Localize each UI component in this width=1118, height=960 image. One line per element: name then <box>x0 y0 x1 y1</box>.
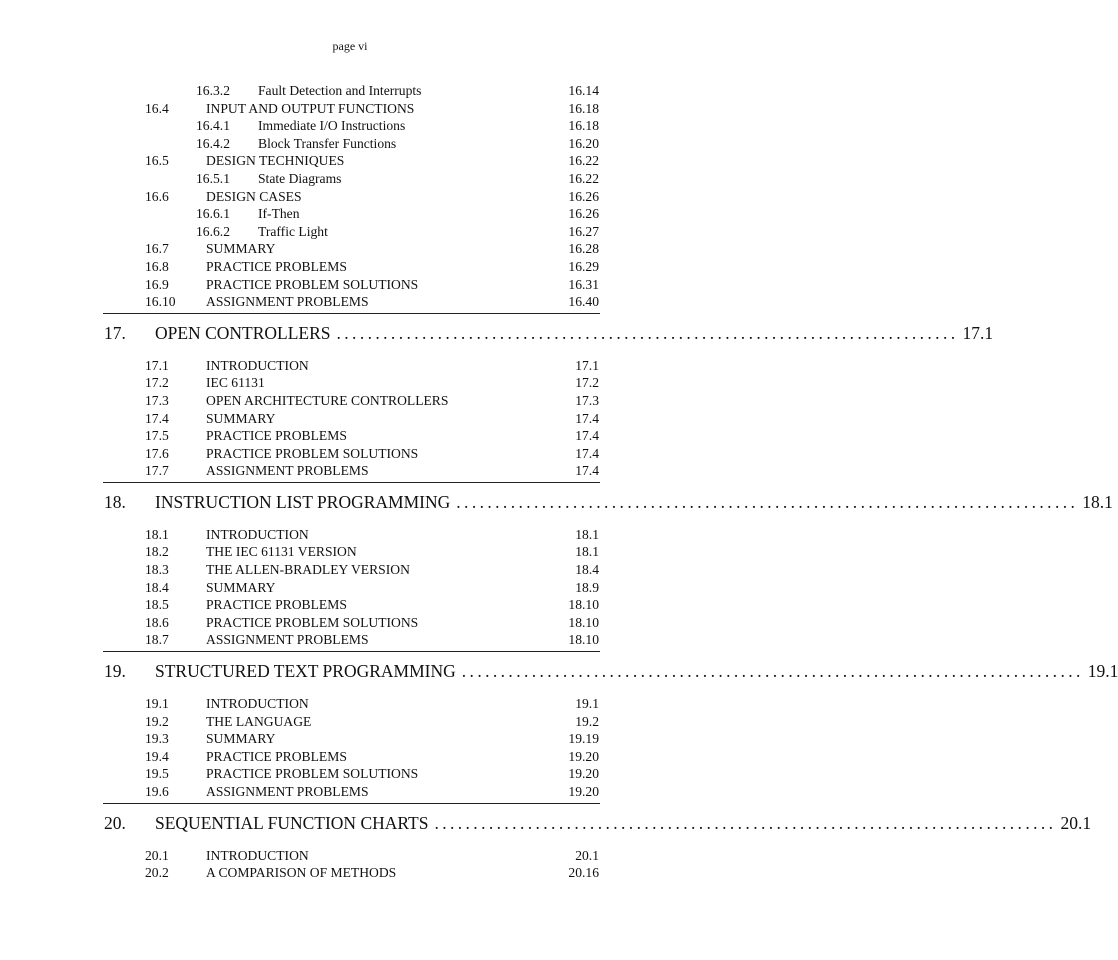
toc-entry-title: PRACTICE PROBLEMS <box>206 748 347 764</box>
toc-section-entry[interactable] <box>0 631 700 649</box>
toc-entry-title: DESIGN CASES <box>206 188 302 204</box>
toc-entry-number: 16.4 <box>145 100 169 116</box>
toc-entry-page: 16.18 <box>568 100 599 116</box>
toc-entry-page: 18.1 <box>575 526 599 542</box>
toc-section-entry[interactable] <box>0 240 700 258</box>
chapter-page: 17.1 <box>962 322 994 343</box>
chapter-title-line <box>155 651 1118 691</box>
toc-entry-title: A COMPARISON OF METHODS <box>206 865 397 881</box>
toc-entry-number: 18.7 <box>145 632 169 648</box>
chapter-title-line <box>155 313 994 353</box>
toc-section-entry[interactable] <box>0 614 700 632</box>
toc-entry-number: 19.5 <box>145 766 169 782</box>
toc-entry-number: 16.10 <box>145 294 176 310</box>
toc-entry-title: PRACTICE PROBLEMS <box>206 428 347 444</box>
toc-entry-title: PRACTICE PROBLEMS <box>206 258 347 274</box>
toc-subsection-entry[interactable] <box>0 223 700 241</box>
toc-section-entry[interactable] <box>0 713 700 731</box>
toc-entry-title: ASSIGNMENT PROBLEMS <box>206 294 369 310</box>
toc-section-entry[interactable] <box>0 730 700 748</box>
chapter-number: 20. <box>104 812 126 833</box>
toc-entry-number: 18.2 <box>145 544 169 560</box>
toc-section-entry[interactable] <box>0 293 700 311</box>
toc-section-entry[interactable] <box>0 392 700 410</box>
chapter-title: OPEN CONTROLLERS <box>155 322 331 343</box>
toc-section-entry[interactable] <box>0 276 700 294</box>
toc-entry-number: 19.4 <box>145 748 169 764</box>
toc-section-entry[interactable] <box>0 445 700 463</box>
toc-entry-page: 19.19 <box>568 731 599 747</box>
toc-entry-page: 16.22 <box>568 170 599 186</box>
toc-entry-number: 19.1 <box>145 696 169 712</box>
dot-leader: ................................................................................ <box>434 812 1057 833</box>
toc-entry-page: 18.4 <box>575 562 599 578</box>
toc-entry-number: 16.4.2 <box>196 135 230 151</box>
toc-entry-title: PRACTICE PROBLEMS <box>206 597 347 613</box>
toc-subsection-entry[interactable] <box>0 170 700 188</box>
toc-section-entry[interactable] <box>0 258 700 276</box>
toc-section-entry[interactable] <box>0 748 700 766</box>
chapter-page: 20.1 <box>1060 812 1092 833</box>
toc-entry-page: 18.10 <box>568 597 599 613</box>
toc-section-entry[interactable] <box>0 596 700 614</box>
toc-entry-number: 17.5 <box>145 428 169 444</box>
dot-leader: ................................................................................ <box>456 491 1079 512</box>
toc-entry-number: 16.6.2 <box>196 223 230 239</box>
toc-entry-page: 19.20 <box>568 748 599 764</box>
toc-entry-number: 18.3 <box>145 562 169 578</box>
toc-section-entry[interactable] <box>0 847 700 865</box>
toc-entry-page: 16.26 <box>568 188 599 204</box>
toc-subsection-entry[interactable] <box>0 82 700 100</box>
toc-entry-page: 16.29 <box>568 258 599 274</box>
chapter-title: SEQUENTIAL FUNCTION CHARTS <box>155 812 429 833</box>
toc-entry-title: SUMMARY <box>206 410 276 426</box>
page-header: page vi <box>332 39 368 53</box>
toc-entry-title: PRACTICE PROBLEM SOLUTIONS <box>206 614 419 630</box>
toc-entry-number: 18.1 <box>145 526 169 542</box>
toc-entry-page: 16.26 <box>568 206 599 222</box>
toc-entry-number: 19.2 <box>145 713 169 729</box>
toc-section-entry[interactable] <box>0 374 700 392</box>
toc-entry-page: 18.10 <box>568 614 599 630</box>
toc-entry-number: 18.5 <box>145 597 169 613</box>
toc-entry-title: Immediate I/O Instructions <box>258 118 406 134</box>
toc-entry-page: 18.9 <box>575 579 599 595</box>
dot-leader: ................................................................................ <box>336 322 959 343</box>
toc-entry-title: DESIGN TECHNIQUES <box>206 153 345 169</box>
toc-entry-title: IEC 61131 <box>206 375 265 391</box>
toc-subsection-entry[interactable] <box>0 135 700 153</box>
toc-entry-page: 20.16 <box>568 865 599 881</box>
toc-entry-page: 18.1 <box>575 544 599 560</box>
chapter-title: STRUCTURED TEXT PROGRAMMING <box>155 661 456 682</box>
toc-entry-page: 20.1 <box>575 847 599 863</box>
toc-entry-title: INTRODUCTION <box>206 357 309 373</box>
toc-entry-page: 17.2 <box>575 375 599 391</box>
toc-entry-title: INTRODUCTION <box>206 696 309 712</box>
toc-entry-number: 16.6 <box>145 188 169 204</box>
chapter-title-line <box>155 803 1092 843</box>
toc-entry-number: 17.1 <box>145 357 169 373</box>
dot-leader: ................................................................................ <box>461 661 1084 682</box>
toc-section-entry[interactable] <box>0 427 700 445</box>
toc-section-entry[interactable] <box>0 579 700 597</box>
toc-entry-title: INTRODUCTION <box>206 526 309 542</box>
toc-chapter-entry[interactable] <box>0 651 1118 691</box>
toc-entry-title: SUMMARY <box>206 241 276 257</box>
chapter-number: 17. <box>104 322 126 343</box>
toc-entry-number: 17.7 <box>145 463 169 479</box>
toc-entry-number: 16.4.1 <box>196 118 230 134</box>
toc-section-entry[interactable] <box>0 543 700 561</box>
toc-entry-page: 16.14 <box>568 83 599 98</box>
toc-entry-number: 16.7 <box>145 241 169 257</box>
chapter-title: INSTRUCTION LIST PROGRAMMING <box>155 491 451 512</box>
toc-entry-title: PRACTICE PROBLEM SOLUTIONS <box>206 766 419 782</box>
table-of-contents <box>0 82 1118 882</box>
toc-entry-page: 16.28 <box>568 241 599 257</box>
toc-entry-number: 17.4 <box>145 410 169 426</box>
toc-entry-number: 18.6 <box>145 614 169 630</box>
toc-entry-title: THE LANGUAGE <box>206 713 312 729</box>
toc-entry-number: 16.5 <box>145 153 169 169</box>
toc-entry-number: 16.9 <box>145 276 169 292</box>
toc-entry-title: Traffic Light <box>258 223 328 239</box>
toc-entry-title: ASSIGNMENT PROBLEMS <box>206 463 369 479</box>
toc-entry-title: Block Transfer Functions <box>258 135 397 151</box>
chapter-page: 18.1 <box>1082 491 1113 512</box>
toc-entry-page: 17.3 <box>575 392 599 408</box>
toc-entry-page: 18.10 <box>568 632 599 648</box>
toc-entry-page: 19.20 <box>568 766 599 782</box>
toc-entry-page: 17.4 <box>575 445 599 461</box>
toc-entry-title: SUMMARY <box>206 579 276 595</box>
toc-entry-title: ASSIGNMENT PROBLEMS <box>206 784 369 799</box>
toc-entry-number: 16.5.1 <box>196 170 230 186</box>
toc-chapter-entry[interactable] <box>0 482 1113 522</box>
chapter-number: 19. <box>104 661 126 682</box>
toc-section-entry[interactable] <box>0 188 700 206</box>
toc-entry-title: INPUT AND OUTPUT FUNCTIONS <box>206 100 415 116</box>
toc-section-entry[interactable] <box>0 357 700 375</box>
toc-entry-title: OPEN ARCHITECTURE CONTROLLERS <box>206 392 449 408</box>
toc-entry-page: 17.4 <box>575 428 599 444</box>
toc-entry-title: PRACTICE PROBLEM SOLUTIONS <box>206 445 419 461</box>
toc-entry-page: 16.27 <box>568 223 599 239</box>
toc-entry-page: 19.20 <box>568 784 599 799</box>
toc-section-entry[interactable] <box>0 561 700 579</box>
toc-section-entry[interactable] <box>0 864 700 882</box>
toc-chapter-entry[interactable] <box>0 803 1092 843</box>
toc-entry-page: 17.4 <box>575 463 599 479</box>
toc-entry-number: 19.3 <box>145 731 169 747</box>
toc-entry-number: 16.6.1 <box>196 206 230 222</box>
chapter-title-line <box>155 482 1113 522</box>
toc-entry-title: PRACTICE PROBLEM SOLUTIONS <box>206 276 419 292</box>
toc-entry-number: 16.3.2 <box>196 83 230 98</box>
toc-entry-page: 16.20 <box>568 135 599 151</box>
toc-section-entry[interactable] <box>0 695 700 713</box>
toc-entry-title: Fault Detection and Interrupts <box>258 83 422 98</box>
toc-entry-page: 17.1 <box>575 357 599 373</box>
toc-entry-number: 20.2 <box>145 865 169 881</box>
toc-entry-page: 19.2 <box>575 713 599 729</box>
chapter-page: 19.1 <box>1087 661 1118 682</box>
toc-entry-number: 16.8 <box>145 258 169 274</box>
toc-entry-page: 19.1 <box>575 696 599 712</box>
toc-entry-page: 17.4 <box>575 410 599 426</box>
toc-section-entry[interactable] <box>0 462 700 480</box>
toc-section-entry[interactable] <box>0 152 700 170</box>
toc-entry-number: 17.3 <box>145 392 169 408</box>
toc-entry-title: THE IEC 61131 VERSION <box>206 544 357 560</box>
toc-entry-page: 16.18 <box>568 118 599 134</box>
toc-entry-title: State Diagrams <box>258 170 342 186</box>
toc-entry-page: 16.31 <box>568 276 599 292</box>
toc-section-entry[interactable] <box>0 526 700 544</box>
toc-entry-title: THE ALLEN-BRADLEY VERSION <box>206 562 410 578</box>
toc-entry-number: 17.6 <box>145 445 169 461</box>
toc-section-entry[interactable] <box>0 100 700 118</box>
toc-entry-number: 18.4 <box>145 579 169 595</box>
toc-section-entry[interactable] <box>0 765 700 783</box>
toc-entry-title: SUMMARY <box>206 731 276 747</box>
toc-chapter-entry[interactable] <box>0 313 994 353</box>
toc-entry-number: 19.6 <box>145 784 169 799</box>
toc-entry-number: 17.2 <box>145 375 169 391</box>
toc-subsection-entry[interactable] <box>0 117 700 135</box>
toc-entry-page: 16.22 <box>568 153 599 169</box>
chapter-number: 18. <box>104 491 126 512</box>
toc-entry-title: If-Then <box>258 206 300 222</box>
toc-entry-title: ASSIGNMENT PROBLEMS <box>206 632 369 648</box>
toc-entry-title: INTRODUCTION <box>206 847 309 863</box>
toc-entry-number: 20.1 <box>145 847 169 863</box>
toc-subsection-entry[interactable] <box>0 205 700 223</box>
toc-entry-page: 16.40 <box>568 294 599 310</box>
toc-section-entry[interactable] <box>0 783 700 801</box>
toc-section-entry[interactable] <box>0 410 700 428</box>
